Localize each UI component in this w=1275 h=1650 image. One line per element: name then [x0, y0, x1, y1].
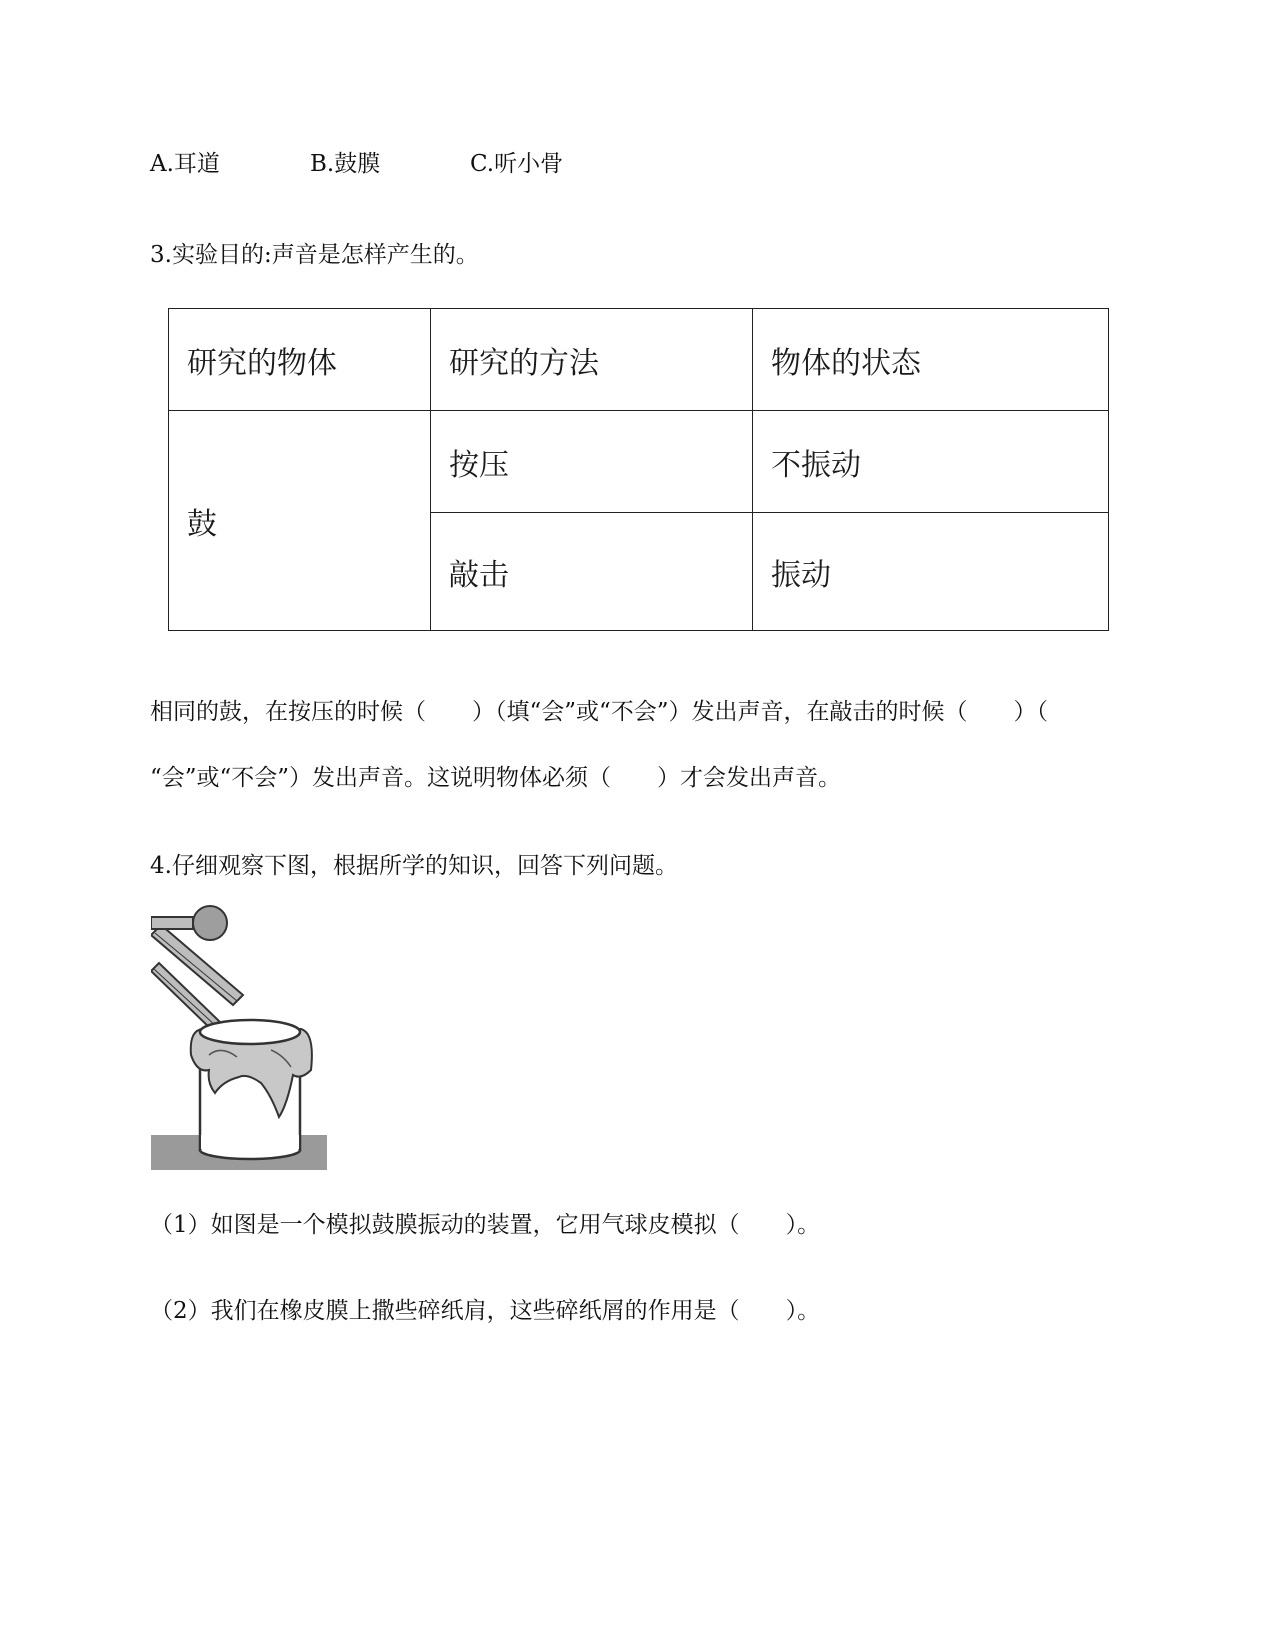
cell-method-strike: 敲击 — [431, 513, 753, 631]
drum-sticks — [151, 925, 243, 1031]
experiment-table — [168, 308, 1109, 631]
question-3-text-line-1: 相同的鼓，在按压的时候（ ）（填“会”或“不会”）发出声音，在敲击的时候（ ）（ — [150, 699, 1049, 725]
header-object: 研究的物体 — [169, 309, 431, 411]
option-a: A.耳道 — [150, 151, 220, 177]
cell-method-press: 按压 — [431, 411, 753, 513]
option-b: B.鼓膜 — [310, 151, 381, 177]
option-c: C.听小骨 — [470, 151, 564, 177]
header-state: 物体的状态 — [753, 309, 1109, 411]
question-4-sub-2: （2）我们在橡皮膜上撒些碎纸肩，这些碎纸屑的作用是（ ）。 — [150, 1298, 821, 1324]
question-3-title: 3.实验目的:声音是怎样产生的。 — [150, 242, 479, 268]
eardrum-model-figure — [151, 905, 327, 1170]
question-4-title: 4.仔细观察下图，根据所学的知识，回答下列问题。 — [150, 853, 678, 879]
cell-state-vibration: 振动 — [753, 513, 1109, 631]
cell-state-no-vibration: 不振动 — [753, 411, 1109, 513]
cell-object-drum: 鼓 — [169, 411, 431, 631]
question-3-text-line-2: “会”或“不会”）发出声音。这说明物体必须（ ）才会发出声音。 — [150, 765, 842, 791]
question-4-sub-1: （1）如图是一个模拟鼓膜振动的装置，它用气球皮模拟（ ）。 — [150, 1212, 821, 1238]
header-method: 研究的方法 — [431, 309, 753, 411]
